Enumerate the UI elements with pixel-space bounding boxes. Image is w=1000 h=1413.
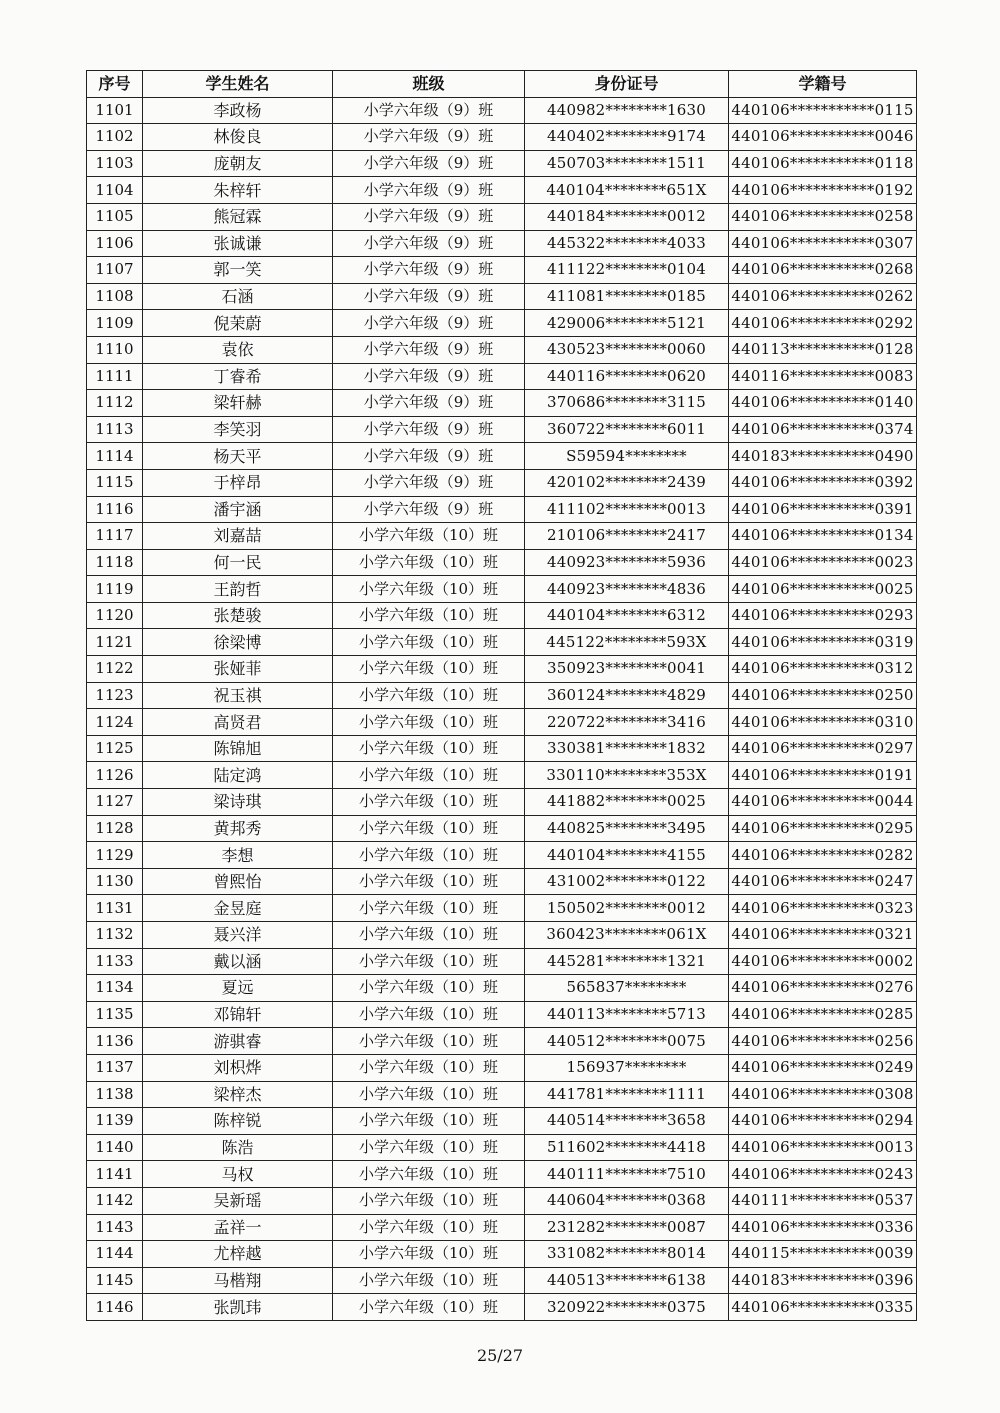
table-row <box>87 1054 917 1081</box>
student-number: 440106***********0336 <box>729 1214 917 1241</box>
student-number: 440106***********0312 <box>729 656 917 683</box>
id-number: 440513********6138 <box>525 1267 729 1294</box>
student-name: 张诚谦 <box>143 230 333 257</box>
id-number: 150502********0012 <box>525 895 729 922</box>
student-name: 熊冠霖 <box>143 203 333 230</box>
student-number: 440106***********0294 <box>729 1108 917 1135</box>
class-name: 小学六年级（10）班 <box>333 1001 525 1028</box>
row-index: 1107 <box>87 257 143 284</box>
class-name: 小学六年级（10）班 <box>333 1241 525 1268</box>
student-number: 440106***********0013 <box>729 1134 917 1161</box>
class-name: 小学六年级（9）班 <box>333 124 525 151</box>
class-name: 小学六年级（10）班 <box>333 842 525 869</box>
student-roster-table <box>86 70 917 1321</box>
student-number: 440106***********0276 <box>729 975 917 1002</box>
student-number: 440106***********0046 <box>729 124 917 151</box>
class-name: 小学六年级（9）班 <box>333 443 525 470</box>
table-row <box>87 762 917 789</box>
class-name: 小学六年级（9）班 <box>333 416 525 443</box>
row-index: 1125 <box>87 735 143 762</box>
table-header <box>87 71 917 98</box>
row-index: 1141 <box>87 1161 143 1188</box>
student-name: 尤梓越 <box>143 1241 333 1268</box>
id-number: 440104********651X <box>525 177 729 204</box>
class-name: 小学六年级（10）班 <box>333 1294 525 1321</box>
student-name: 潘宇涵 <box>143 496 333 523</box>
row-index: 1117 <box>87 523 143 550</box>
table-row <box>87 283 917 310</box>
class-name: 小学六年级（9）班 <box>333 469 525 496</box>
id-number: 330381********1832 <box>525 735 729 762</box>
student-number: 440106***********0392 <box>729 469 917 496</box>
student-name: 张凯玮 <box>143 1294 333 1321</box>
class-name: 小学六年级（10）班 <box>333 629 525 656</box>
table-row <box>87 257 917 284</box>
row-index: 1114 <box>87 443 143 470</box>
class-name: 小学六年级（9）班 <box>333 310 525 337</box>
class-name: 小学六年级（10）班 <box>333 1187 525 1214</box>
student-name: 聂兴洋 <box>143 922 333 949</box>
class-name: 小学六年级（10）班 <box>333 576 525 603</box>
id-number: 440104********6312 <box>525 602 729 629</box>
id-number: 440514********3658 <box>525 1108 729 1135</box>
table-row <box>87 576 917 603</box>
row-index: 1106 <box>87 230 143 257</box>
id-number: 350923********0041 <box>525 656 729 683</box>
student-name: 张楚骏 <box>143 602 333 629</box>
student-name: 黄邦秀 <box>143 815 333 842</box>
id-number: 430523********0060 <box>525 336 729 363</box>
row-index: 1142 <box>87 1187 143 1214</box>
student-number: 440116***********0083 <box>729 363 917 390</box>
table-row <box>87 629 917 656</box>
id-number: 411122********0104 <box>525 257 729 284</box>
class-name: 小学六年级（10）班 <box>333 868 525 895</box>
id-number: 440116********0620 <box>525 363 729 390</box>
row-index: 1118 <box>87 549 143 576</box>
student-number: 440106***********0191 <box>729 762 917 789</box>
id-number: 440111********7510 <box>525 1161 729 1188</box>
table-row <box>87 815 917 842</box>
student-name: 高贤君 <box>143 709 333 736</box>
table-row <box>87 1294 917 1321</box>
id-number: 441882********0025 <box>525 789 729 816</box>
class-name: 小学六年级（10）班 <box>333 948 525 975</box>
class-name: 小学六年级（9）班 <box>333 363 525 390</box>
student-number: 440183***********0396 <box>729 1267 917 1294</box>
class-name: 小学六年级（9）班 <box>333 177 525 204</box>
class-name: 小学六年级（10）班 <box>333 709 525 736</box>
class-name: 小学六年级（10）班 <box>333 602 525 629</box>
row-index: 1121 <box>87 629 143 656</box>
student-name: 马权 <box>143 1161 333 1188</box>
student-number: 440106***********0297 <box>729 735 917 762</box>
student-name: 林俊良 <box>143 124 333 151</box>
table-row <box>87 602 917 629</box>
class-name: 小学六年级（10）班 <box>333 789 525 816</box>
student-name: 庞朝友 <box>143 150 333 177</box>
table-row <box>87 682 917 709</box>
student-number: 440106***********0025 <box>729 576 917 603</box>
table-row <box>87 1001 917 1028</box>
row-index: 1132 <box>87 922 143 949</box>
student-name: 夏远 <box>143 975 333 1002</box>
row-index: 1103 <box>87 150 143 177</box>
row-index: 1108 <box>87 283 143 310</box>
student-number: 440106***********0258 <box>729 203 917 230</box>
table-row <box>87 230 917 257</box>
row-index: 1144 <box>87 1241 143 1268</box>
class-name: 小学六年级（9）班 <box>333 283 525 310</box>
table-body <box>87 97 917 1320</box>
row-index: 1136 <box>87 1028 143 1055</box>
row-index: 1126 <box>87 762 143 789</box>
row-index: 1115 <box>87 469 143 496</box>
class-name: 小学六年级（9）班 <box>333 390 525 417</box>
student-name: 吴新瑶 <box>143 1187 333 1214</box>
student-number: 440106***********0321 <box>729 922 917 949</box>
class-name: 小学六年级（10）班 <box>333 922 525 949</box>
student-name: 梁诗琪 <box>143 789 333 816</box>
student-name: 杨天平 <box>143 443 333 470</box>
table-row <box>87 1214 917 1241</box>
id-number: 441781********1111 <box>525 1081 729 1108</box>
student-number: 440113***********0128 <box>729 336 917 363</box>
class-name: 小学六年级（10）班 <box>333 895 525 922</box>
class-name: 小学六年级（10）班 <box>333 523 525 550</box>
class-name: 小学六年级（10）班 <box>333 1214 525 1241</box>
student-name: 王韵哲 <box>143 576 333 603</box>
class-name: 小学六年级（10）班 <box>333 1134 525 1161</box>
id-number: 431002********0122 <box>525 868 729 895</box>
row-index: 1104 <box>87 177 143 204</box>
row-index: 1138 <box>87 1081 143 1108</box>
table-row <box>87 336 917 363</box>
class-name: 小学六年级（10）班 <box>333 549 525 576</box>
id-number: 440184********0012 <box>525 203 729 230</box>
id-number: 440113********5713 <box>525 1001 729 1028</box>
class-name: 小学六年级（10）班 <box>333 1108 525 1135</box>
header-student-number: 学籍号 <box>729 71 917 98</box>
row-index: 1130 <box>87 868 143 895</box>
table-row <box>87 735 917 762</box>
table-row <box>87 1267 917 1294</box>
row-index: 1109 <box>87 310 143 337</box>
header-id-number: 身份证号 <box>525 71 729 98</box>
student-number: 440106***********0247 <box>729 868 917 895</box>
table-row <box>87 97 917 124</box>
row-index: 1146 <box>87 1294 143 1321</box>
class-name: 小学六年级（9）班 <box>333 230 525 257</box>
student-name: 梁梓杰 <box>143 1081 333 1108</box>
id-number: S59594******** <box>525 443 729 470</box>
student-name: 李笑羽 <box>143 416 333 443</box>
student-name: 曾熙怡 <box>143 868 333 895</box>
row-index: 1113 <box>87 416 143 443</box>
student-number: 440106***********0282 <box>729 842 917 869</box>
id-number: 231282********0087 <box>525 1214 729 1241</box>
header-student-name: 学生姓名 <box>143 71 333 98</box>
row-index: 1105 <box>87 203 143 230</box>
id-number: 360124********4829 <box>525 682 729 709</box>
table-row <box>87 922 917 949</box>
student-number: 440106***********0192 <box>729 177 917 204</box>
table-row <box>87 177 917 204</box>
id-number: 440104********4155 <box>525 842 729 869</box>
table-row <box>87 1161 917 1188</box>
class-name: 小学六年级（9）班 <box>333 336 525 363</box>
table-row <box>87 709 917 736</box>
student-name: 郭一笑 <box>143 257 333 284</box>
student-name: 丁睿希 <box>143 363 333 390</box>
class-name: 小学六年级（10）班 <box>333 762 525 789</box>
row-index: 1134 <box>87 975 143 1002</box>
class-name: 小学六年级（9）班 <box>333 257 525 284</box>
row-index: 1129 <box>87 842 143 869</box>
student-name: 孟祥一 <box>143 1214 333 1241</box>
row-index: 1102 <box>87 124 143 151</box>
table-row <box>87 549 917 576</box>
table-row <box>87 1241 917 1268</box>
student-number: 440106***********0285 <box>729 1001 917 1028</box>
table-row <box>87 124 917 151</box>
student-name: 游骐睿 <box>143 1028 333 1055</box>
student-number: 440106***********0115 <box>729 97 917 124</box>
student-name: 陆定鸿 <box>143 762 333 789</box>
table-row <box>87 443 917 470</box>
student-number: 440106***********0391 <box>729 496 917 523</box>
table-row <box>87 842 917 869</box>
id-number: 445281********1321 <box>525 948 729 975</box>
row-index: 1140 <box>87 1134 143 1161</box>
table-row <box>87 150 917 177</box>
id-number: 220722********3416 <box>525 709 729 736</box>
id-number: 440604********0368 <box>525 1187 729 1214</box>
student-name: 石涵 <box>143 283 333 310</box>
row-index: 1143 <box>87 1214 143 1241</box>
student-name: 于梓昂 <box>143 469 333 496</box>
id-number: 156937******** <box>525 1054 729 1081</box>
id-number: 445322********4033 <box>525 230 729 257</box>
row-index: 1139 <box>87 1108 143 1135</box>
student-name: 邓锦轩 <box>143 1001 333 1028</box>
student-name: 李想 <box>143 842 333 869</box>
class-name: 小学六年级（10）班 <box>333 975 525 1002</box>
row-index: 1120 <box>87 602 143 629</box>
student-number: 440106***********0118 <box>729 150 917 177</box>
student-number: 440106***********0268 <box>729 257 917 284</box>
id-number: 565837******** <box>525 975 729 1002</box>
student-name: 陈浩 <box>143 1134 333 1161</box>
table-row <box>87 656 917 683</box>
table-row <box>87 948 917 975</box>
table-row <box>87 390 917 417</box>
table-row <box>87 1108 917 1135</box>
id-number: 450703********1511 <box>525 150 729 177</box>
id-number: 411102********0013 <box>525 496 729 523</box>
student-name: 陈锦旭 <box>143 735 333 762</box>
table-row <box>87 1134 917 1161</box>
class-name: 小学六年级（10）班 <box>333 682 525 709</box>
table-row <box>87 523 917 550</box>
id-number: 210106********2417 <box>525 523 729 550</box>
header-class: 班级 <box>333 71 525 98</box>
table-row <box>87 416 917 443</box>
student-number: 440106***********0307 <box>729 230 917 257</box>
row-index: 1101 <box>87 97 143 124</box>
id-number: 320922********0375 <box>525 1294 729 1321</box>
student-name: 陈梓锐 <box>143 1108 333 1135</box>
student-name: 梁轩赫 <box>143 390 333 417</box>
student-number: 440106***********0140 <box>729 390 917 417</box>
student-number: 440106***********0335 <box>729 1294 917 1321</box>
id-number: 360722********6011 <box>525 416 729 443</box>
student-name: 金昱庭 <box>143 895 333 922</box>
id-number: 330110********353X <box>525 762 729 789</box>
student-number: 440106***********0243 <box>729 1161 917 1188</box>
student-name: 祝玉祺 <box>143 682 333 709</box>
class-name: 小学六年级（10）班 <box>333 735 525 762</box>
table-row <box>87 469 917 496</box>
student-number: 440106***********0308 <box>729 1081 917 1108</box>
class-name: 小学六年级（9）班 <box>333 150 525 177</box>
table-row <box>87 310 917 337</box>
class-name: 小学六年级（10）班 <box>333 1054 525 1081</box>
page-number: 25/27 <box>476 1346 524 1365</box>
row-index: 1145 <box>87 1267 143 1294</box>
student-name: 徐梁博 <box>143 629 333 656</box>
table-row <box>87 1028 917 1055</box>
row-index: 1123 <box>87 682 143 709</box>
row-index: 1135 <box>87 1001 143 1028</box>
student-name: 何一民 <box>143 549 333 576</box>
row-index: 1131 <box>87 895 143 922</box>
student-name: 刘枳烨 <box>143 1054 333 1081</box>
id-number: 440402********9174 <box>525 124 729 151</box>
id-number: 370686********3115 <box>525 390 729 417</box>
class-name: 小学六年级（10）班 <box>333 1081 525 1108</box>
row-index: 1122 <box>87 656 143 683</box>
id-number: 440923********5936 <box>525 549 729 576</box>
student-name: 刘嘉喆 <box>143 523 333 550</box>
student-number: 440106***********0292 <box>729 310 917 337</box>
row-index: 1133 <box>87 948 143 975</box>
class-name: 小学六年级（10）班 <box>333 1267 525 1294</box>
student-name: 戴以涵 <box>143 948 333 975</box>
id-number: 429006********5121 <box>525 310 729 337</box>
id-number: 360423********061X <box>525 922 729 949</box>
student-number: 440106***********0044 <box>729 789 917 816</box>
student-number: 440106***********0023 <box>729 549 917 576</box>
class-name: 小学六年级（9）班 <box>333 496 525 523</box>
row-index: 1137 <box>87 1054 143 1081</box>
student-number: 440111***********0537 <box>729 1187 917 1214</box>
student-number: 440106***********0293 <box>729 602 917 629</box>
student-number: 440106***********0319 <box>729 629 917 656</box>
student-number: 440106***********0256 <box>729 1028 917 1055</box>
student-number: 440106***********0295 <box>729 815 917 842</box>
row-index: 1110 <box>87 336 143 363</box>
class-name: 小学六年级（10）班 <box>333 1161 525 1188</box>
student-name: 倪茉蔚 <box>143 310 333 337</box>
id-number: 420102********2439 <box>525 469 729 496</box>
student-name: 张娅菲 <box>143 656 333 683</box>
table-row <box>87 203 917 230</box>
student-name: 马楷翔 <box>143 1267 333 1294</box>
header-row <box>87 71 917 98</box>
table-row <box>87 363 917 390</box>
row-index: 1119 <box>87 576 143 603</box>
class-name: 小学六年级（9）班 <box>333 97 525 124</box>
row-index: 1124 <box>87 709 143 736</box>
row-index: 1116 <box>87 496 143 523</box>
id-number: 331082********8014 <box>525 1241 729 1268</box>
table-row <box>87 975 917 1002</box>
class-name: 小学六年级（10）班 <box>333 1028 525 1055</box>
table-row <box>87 789 917 816</box>
row-index: 1127 <box>87 789 143 816</box>
id-number: 445122********593X <box>525 629 729 656</box>
class-name: 小学六年级（10）班 <box>333 815 525 842</box>
table-row <box>87 1081 917 1108</box>
row-index: 1112 <box>87 390 143 417</box>
id-number: 440923********4836 <box>525 576 729 603</box>
class-name: 小学六年级（9）班 <box>333 203 525 230</box>
table-row <box>87 868 917 895</box>
row-index: 1111 <box>87 363 143 390</box>
student-number: 440106***********0249 <box>729 1054 917 1081</box>
header-index: 序号 <box>87 71 143 98</box>
id-number: 411081********0185 <box>525 283 729 310</box>
student-number: 440106***********0262 <box>729 283 917 310</box>
student-number: 440115***********0039 <box>729 1241 917 1268</box>
student-number: 440106***********0134 <box>729 523 917 550</box>
id-number: 440512********0075 <box>525 1028 729 1055</box>
table-row <box>87 895 917 922</box>
student-name: 李政杨 <box>143 97 333 124</box>
student-number: 440106***********0374 <box>729 416 917 443</box>
student-number: 440106***********0250 <box>729 682 917 709</box>
table-row <box>87 1187 917 1214</box>
student-name: 袁依 <box>143 336 333 363</box>
student-name: 朱梓轩 <box>143 177 333 204</box>
student-number: 440106***********0323 <box>729 895 917 922</box>
class-name: 小学六年级（10）班 <box>333 656 525 683</box>
student-number: 440106***********0002 <box>729 948 917 975</box>
id-number: 440982********1630 <box>525 97 729 124</box>
student-number: 440183***********0490 <box>729 443 917 470</box>
table-row <box>87 496 917 523</box>
id-number: 511602********4418 <box>525 1134 729 1161</box>
id-number: 440825********3495 <box>525 815 729 842</box>
student-number: 440106***********0310 <box>729 709 917 736</box>
row-index: 1128 <box>87 815 143 842</box>
